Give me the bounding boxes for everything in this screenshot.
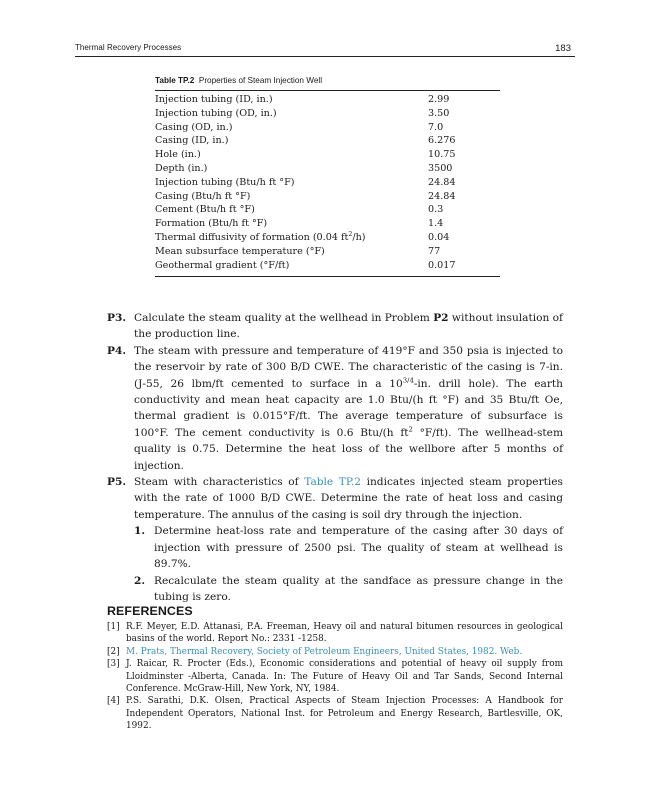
- running-header: [75, 43, 575, 57]
- value-cell: 0.04: [428, 231, 450, 243]
- property-cell: Mean subsurface temperature (°F): [155, 245, 325, 257]
- problem-text: indicates injected steam properties with the rate of 1000 B/D CWE. Determine the rate of heat loss and casing temperature. The annulus of the casing is soil dry through the injection.: [134, 476, 563, 521]
- property-cell: Formation (Btu/h ft °F): [155, 218, 268, 230]
- value-cell: 77: [428, 245, 441, 257]
- problem-text: Calculate the steam quality at the wellhead in Problem: [134, 312, 434, 324]
- property-cell: Injection tubing (OD, in.): [155, 107, 277, 119]
- table-row: [155, 176, 500, 190]
- table-row: [155, 162, 500, 176]
- problem-text: The steam with pressure and temperature of 419°F and 350 psia is injected to the reservoir by rate of 300 B/D CWE. The characteristic of the casing is 7-in. (J-55, 26 lbm/ft cemented to surface in a 10: [134, 344, 563, 390]
- value-cell: 24.84: [428, 190, 456, 202]
- value-cell: 3.50: [428, 107, 450, 119]
- subitem-label: 1.: [134, 525, 146, 538]
- property-cell: Cement (Btu/h ft °F): [155, 204, 255, 216]
- property-cell: Injection tubing (Btu/h ft °F): [155, 176, 295, 188]
- problem-label: P3.: [107, 312, 127, 324]
- reference-item: [107, 658, 563, 695]
- table-label: Table TP.2: [155, 76, 195, 85]
- reference-link[interactable]: M. Prats, Thermal Recovery, Society of Petroleum Engineers, United States, 1982. Web.: [126, 646, 523, 657]
- subitem-label: 2.: [134, 574, 146, 587]
- property-cell: Injection tubing (ID, in.): [155, 94, 273, 105]
- references-heading: REFERENCES: [107, 604, 193, 618]
- value-cell: 7.0: [428, 121, 444, 133]
- reference-item: [107, 621, 563, 646]
- property-text: /h): [352, 231, 366, 243]
- property-cell: Casing (OD, in.): [155, 121, 233, 133]
- reference-label: [3]: [107, 659, 120, 670]
- value-cell: 1.4: [428, 218, 444, 230]
- table-row: [155, 93, 500, 107]
- property-cell: [155, 231, 366, 245]
- superscript: 3/4: [402, 376, 414, 385]
- table-top-rule: [155, 90, 500, 91]
- table-row: [155, 121, 500, 135]
- reference-text: P.S. Sarathi, D.K. Olsen, Practical Aspects of Steam Injection Processes: A Handbook for Independent Operators, National Inst. for Petroleum and Energy Research, Bartlesville, OK, 1992.: [126, 696, 563, 732]
- problem-p5: [107, 474, 563, 523]
- running-title: Thermal Recovery Processes: [75, 43, 182, 52]
- reference-label: [1]: [107, 622, 120, 632]
- table-bottom-rule: [155, 276, 500, 277]
- subitem-text: Determine heat-loss rate and temperature of the casing after 30 days of injection with pressure of 2500 psi. The quality of steam at wellhead is 89.7%.: [154, 525, 563, 571]
- table-row: [155, 203, 500, 217]
- table-row: [155, 190, 500, 204]
- problem-subitem: [107, 523, 563, 572]
- properties-table: [155, 93, 500, 272]
- table-row: [155, 217, 500, 231]
- problem-text: °F/ft). The wellhead-stem quality is 0.75. Determine the heat loss of the wellbore after 5 months of injection.: [134, 426, 563, 472]
- references-list: [107, 621, 563, 733]
- table-row: [155, 134, 500, 148]
- problem-text: Steam with characteristics of: [134, 476, 305, 489]
- table-link[interactable]: Table TP.2: [304, 476, 361, 489]
- table-row: [155, 245, 500, 259]
- problem-text: without insulation of the production line.: [134, 312, 563, 341]
- value-cell: 10.75: [428, 149, 456, 161]
- reference-text: J. Raicar, R. Procter (Eds.), Economic considerations and potential of heavy oil supply from Lloidminster -Alberta, Canada. In: The Future of Heavy Oil and Tar Sands, Second Internal Conference. McGraw-Hill, New York, NY, 1984.: [126, 659, 563, 695]
- problems-section: [107, 310, 563, 605]
- value-cell: 2.99: [428, 94, 450, 105]
- value-cell: 0.3: [428, 204, 444, 216]
- problem-text: -in. drill hole). The earth conductivity and mean heat capacity are 1.0 Btu/(h ft °F) and 35 Btu/ft Oe, thermal gradient is 0.015°F/ft. The average temperature of subsurface is 100°F. The cement conductivity is 0.6 Btu/(h ft: [134, 377, 563, 439]
- problem-p4: [107, 343, 563, 474]
- property-cell: Casing (ID, in.): [155, 135, 229, 147]
- page-number: 183: [555, 43, 571, 54]
- problem-ref: P2: [433, 312, 449, 324]
- table-row: [155, 107, 500, 121]
- table-caption: [155, 76, 322, 85]
- reference-item: [107, 695, 563, 732]
- problem-label: P4.: [107, 344, 127, 357]
- property-cell: Depth (in.): [155, 162, 208, 174]
- property-cell: Hole (in.): [155, 149, 201, 161]
- reference-label: [2]: [107, 646, 120, 657]
- table-title: Properties of Steam Injection Well: [198, 76, 323, 85]
- value-cell: 24.84: [428, 176, 456, 188]
- superscript: 2: [408, 425, 413, 434]
- subitem-text: Recalculate the steam quality at the sandface as pressure change in the tubing is zero.: [154, 574, 563, 603]
- reference-item: [107, 646, 563, 658]
- table-row: [155, 148, 500, 162]
- table-row: [155, 231, 500, 245]
- table-row: [155, 259, 500, 273]
- property-cell: Casing (Btu/h ft °F): [155, 190, 251, 202]
- value-cell: 6.276: [428, 135, 456, 147]
- problem-label: P5.: [107, 476, 127, 489]
- reference-text: R.F. Meyer, E.D. Attanasi, P.A. Freeman, Heavy oil and natural bitumen resources in geological basins of the world. Report No.: 2331 -1258.: [126, 622, 563, 645]
- header-rule: [75, 56, 575, 57]
- problem-p3: [107, 310, 563, 343]
- property-text: Thermal diffusivity of formation (0.04 ft: [155, 231, 349, 243]
- reference-label: [4]: [107, 696, 120, 707]
- value-cell: 3500: [428, 162, 453, 174]
- problem-subitem: [107, 573, 563, 606]
- superscript: 2: [348, 230, 353, 238]
- property-cell: Geothermal gradient (°F/ft): [155, 259, 290, 271]
- value-cell: 0.017: [428, 259, 456, 271]
